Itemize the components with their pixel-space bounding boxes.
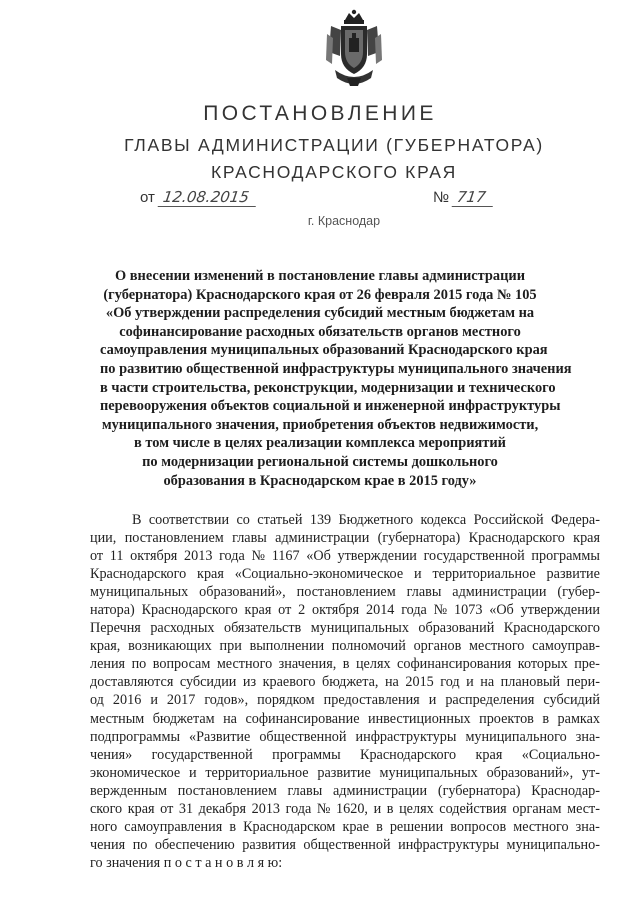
subject-line: О внесении изменений в постановление главы администрации [114, 268, 525, 284]
date-prefix: от [140, 189, 155, 206]
body-line: од 2016 и 2017 годов», порядком предоставления и распределения субсидий [90, 692, 600, 709]
body-line: го значения п о с т а н о в л я ю: [90, 854, 283, 871]
document-title: ПОСТАНОВЛЕНИЕ [203, 102, 437, 125]
subject-line: самоуправления муниципальных образований Краснодарского края [100, 342, 548, 359]
issuer-line-2: КРАСНОДАРСКОГО КРАЯ [210, 162, 457, 182]
date-row [140, 188, 257, 207]
document-body [90, 511, 600, 872]
body-line: ного самоуправления в Краснодарском крае в решении вопросов местного зна- [90, 818, 600, 835]
krasnodar-coat-of-arms-icon [325, 8, 383, 90]
number-row [433, 188, 494, 207]
body-line: чения по обеспечению развития общественной инфраструктуры муниципально- [90, 836, 600, 853]
body-line: ского края от 31 декабря 2013 года № 1620, и в целях содействия органам мест- [90, 800, 600, 817]
subject-line: по модернизации региональной системы дошкольного [142, 453, 498, 470]
body-line: доставляются субсидии из краевого бюджета, на 2015 год и на плановый пери- [90, 674, 600, 691]
subject-line: перевооружения объектов социальной и инженерной инфраструктуры [100, 398, 561, 415]
document-subject [100, 267, 572, 490]
number-prefix: № [433, 189, 450, 206]
body-line: от 11 октября 2013 года № 1167 «Об утверждении государственной программы [90, 548, 600, 565]
subject-line: «Об утверждении распределения субсидий местным бюджетам на [105, 305, 535, 322]
subject-line: муниципального значения, приобретения объектов недвижимости, [101, 416, 539, 433]
subject-line: образования в Краснодарском крае в 2015 году» [163, 472, 477, 489]
body-line: вержденным постановлением главы администрации (губернатора) Краснодар- [90, 782, 600, 799]
number-value: 717 [452, 188, 495, 207]
body-line: экономическое и территориальное развитие муниципальных образований», ут- [90, 764, 600, 781]
body-line: муниципальных образований», постановлением главы администрации (губер- [90, 584, 600, 601]
subject-line: в части строительства, реконструкции, модернизации и технического [100, 379, 556, 396]
body-line: чения» государственной программы Краснодарского края «Социально- [90, 746, 600, 763]
city-label: г. Краснодар [307, 214, 381, 228]
subject-line: в том числе в целях реализации комплекса мероприятий [134, 435, 506, 452]
date-value: 12.08.2015 [158, 188, 259, 207]
subject-line: софинансирование расходных обязательств органов местного [119, 323, 521, 340]
body-line: края, возникающих при выполнении полномочий органов местного самоуправ- [90, 638, 600, 655]
body-line: ции, постановлением главы администрации (губернатора) Краснодарского края [90, 530, 600, 547]
issuer-line-1: ГЛАВЫ АДМИНИСТРАЦИИ (ГУБЕРНАТОРА) [124, 135, 544, 155]
body-line: подпрограммы «Развитие общественной инфраструктуры муниципального зна- [90, 728, 600, 745]
body-line: Краснодарского края «Социально-экономическое и территориальное развитие [90, 566, 600, 583]
subject-line: (губернатора) Краснодарского края от 26 февраля 2015 года № 105 [103, 286, 537, 303]
body-line: натора) Краснодарского края от 2 октября 2014 года № 1073 «Об утверждении [90, 602, 600, 619]
body-line: Перечня расходных обязательств муниципальных образований Краснодарского [90, 620, 600, 637]
body-line: В соответствии со статьей 139 Бюджетного кодекса Российской Федера- [132, 512, 600, 528]
subject-line: по развитию общественной инфраструктуры муниципального значения [100, 360, 572, 377]
body-line: местным бюджетам на софинансирование инвестиционных проектов в рамках [90, 710, 600, 727]
body-line: ления по вопросам местного значения, в целях софинансирования которых пре- [90, 656, 600, 673]
